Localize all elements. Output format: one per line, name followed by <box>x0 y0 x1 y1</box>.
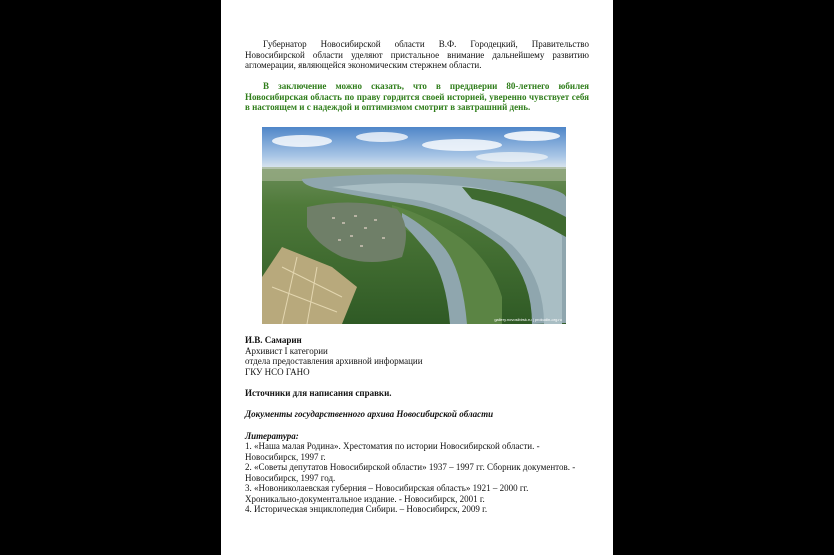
literature-line: 2. «Советы депутатов Новосибирской области» 1937 – 1997 гг. Сборник документов. - <box>245 462 576 472</box>
literature-line: Новосибирск, 1997 г. <box>245 451 326 462</box>
aerial-river-photo <box>262 127 566 324</box>
literature-heading: Литература: <box>245 431 299 441</box>
signature-name: И.В. Самарин <box>245 335 302 345</box>
sources-heading: Источники для написания справки. <box>245 388 392 398</box>
paragraph-governor: Губернатор Новосибирской области В.Ф. Городецкий, Правительство Новосибирской области уделяют пристальное внимание дальнейшему развитию агломерации, являющейся экономическим стержнем области. <box>245 39 589 70</box>
literature-line: 4. Историческая энциклопедия Сибири. – Новосибирск, 2009 г. <box>245 504 488 514</box>
literature-line: 3. «Новониколаевская губерния – Новосибирская область» 1921 – 2000 гг. <box>245 483 529 493</box>
photo-watermark: gallery.novosibirsk.ru | prokudin-org.ru <box>494 317 562 322</box>
literature-line: Новосибирск, 1997 год. <box>245 472 336 483</box>
document-page <box>221 0 613 555</box>
signature-department: отдела предоставления архивной информации <box>245 356 423 366</box>
signature-org: ГКУ НСО ГАНО <box>245 366 310 377</box>
signature-block <box>245 335 589 377</box>
signature-position: Архивист I категории <box>245 345 328 356</box>
archive-documents-heading: Документы государственного архива Новосибирской области <box>245 409 494 419</box>
paragraph-conclusion: В заключение можно сказать, что в преддверии 80-летнего юбилея Новосибирская область по праву гордится своей историей, уверенно чувствует себя в настоящем и с надеждой и оптимизмом смотрит в завтрашний день. <box>245 81 589 112</box>
literature-line: Хроникально-документальное издание. - Новосибирск, 2001 г. <box>245 493 485 504</box>
literature-list <box>245 441 589 515</box>
literature-line: 1. «Наша малая Родина». Хрестоматия по истории Новосибирской области. - <box>245 441 540 451</box>
